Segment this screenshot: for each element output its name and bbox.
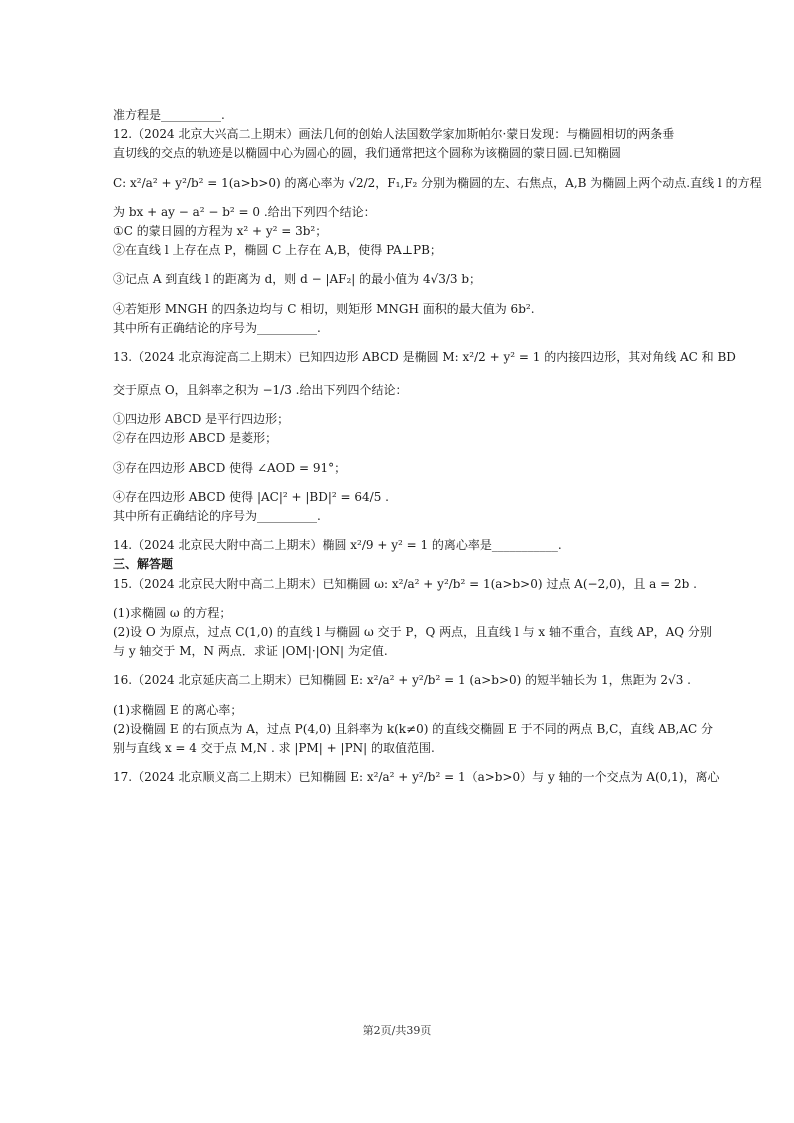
text-line: 与 y 轴交于 M，N 两点．求证 |OM|·|ON| 为定值. — [113, 644, 388, 659]
answer-prompt: 其中所有正确结论的序号为__________. — [113, 320, 321, 335]
problem-13-stem: 13.（2024 北京海淀高二上期末）已知四边形 ABCD 是椭圆 M: x²/2 + y² = 1 的内接四边形，其对角线 AC 和 BD — [113, 349, 736, 364]
text-line: 别与直线 x = 4 交于点 M,N . 求 |PM| + |PN| 的取值范围. — [113, 740, 435, 755]
answer-prompt: 其中所有正确结论的序号为__________. — [113, 509, 321, 523]
option-2: ②存在四边形 ABCD 是菱形； — [113, 431, 278, 446]
option-1: ①四边形 ABCD 是平行四边形； — [113, 412, 290, 427]
text-line: 为 bx + ay − a² − b² = 0 .给出下列四个结论： — [113, 204, 376, 219]
option-2: ②在直线 l 上存在点 P，椭圆 C 上存在 A,B，使得 PA⊥PB； — [113, 243, 442, 258]
option-1: ①C 的蒙日圆的方程为 x² + y² = 3b²； — [113, 223, 328, 238]
text-line: C: x²/a² + y²/b² = 1(a>b>0) 的离心率为 √2/2，F₁,F₂ 分别为椭圆的左、右焦点，A,B 为椭圆上两个动点.直线 l 的方程 — [113, 175, 762, 190]
page-content — [113, 106, 762, 787]
option-4: ④存在四边形 ABCD 使得 |AC|² + |BD|² = 64/5 . — [113, 489, 389, 504]
subquestion-1: (1)求椭圆 E 的离心率； — [113, 702, 243, 717]
text-line: 交于原点 O，且斜率之积为 −1/3 .给出下列四个结论： — [113, 383, 408, 398]
subquestion-2: (2)设椭圆 E 的右顶点为 A，过点 P(4,0) 且斜率为 k(k≠0) 的直线交椭圆 E 于不同的两点 B,C，直线 AB,AC 分 — [113, 721, 714, 736]
page-number: 第2页/共39页 — [362, 1024, 432, 1037]
problem-15-stem: 15.（2024 北京民大附中高二上期末）已知椭圆 ω: x²/a² + y²/b² = 1(a>b>0) 过点 A(−2,0)，且 a = 2b . — [113, 576, 697, 591]
problem-16-stem: 16.（2024 北京延庆高二上期末）已知椭圆 E: x²/a² + y²/b² = 1 (a>b>0) 的短半轴长为 1，焦距为 2√3 . — [113, 673, 691, 688]
section-heading: 三、解答题 — [113, 557, 174, 572]
text-line: 直切线的交点的轨迹是以椭圆中心为圆心的圆，我们通常把这个圆称为该椭圆的蒙日圆.已知椭圆 — [113, 146, 621, 161]
problem-17-stem: 17.（2024 北京顺义高二上期末）已知椭圆 E: x²/a² + y²/b² = 1（a>b>0）与 y 轴的一个交点为 A(0,1)，离心 — [113, 770, 720, 785]
subquestion-2: (2)设 O 为原点，过点 C(1,0) 的直线 l 与椭圆 ω 交于 P，Q 两点，且直线 l 与 x 轴不重合，直线 AP，AQ 分别 — [113, 624, 712, 639]
subquestion-1: (1)求椭圆 ω 的方程； — [113, 605, 232, 620]
option-4: ④若矩形 MNGH 的四条边均与 C 相切，则矩形 MNGH 面积的最大值为 6b². — [113, 301, 535, 316]
text-line: 准方程是__________. — [113, 108, 225, 122]
option-3: ③存在四边形 ABCD 使得 ∠AOD = 91°； — [113, 460, 347, 475]
problem-14: 14.（2024 北京民大附中高二上期末）椭圆 x²/9 + y² = 1 的离心率是___________. — [113, 538, 562, 553]
problem-12-stem: 12.（2024 北京大兴高二上期末）画法几何的创始人法国数学家加斯帕尔·蒙日发现：与椭圆相切的两条垂 — [113, 127, 675, 142]
option-3: ③记点 A 到直线 l 的距离为 d，则 d − |AF₂| 的最小值为 4√3/3 b； — [113, 272, 482, 287]
